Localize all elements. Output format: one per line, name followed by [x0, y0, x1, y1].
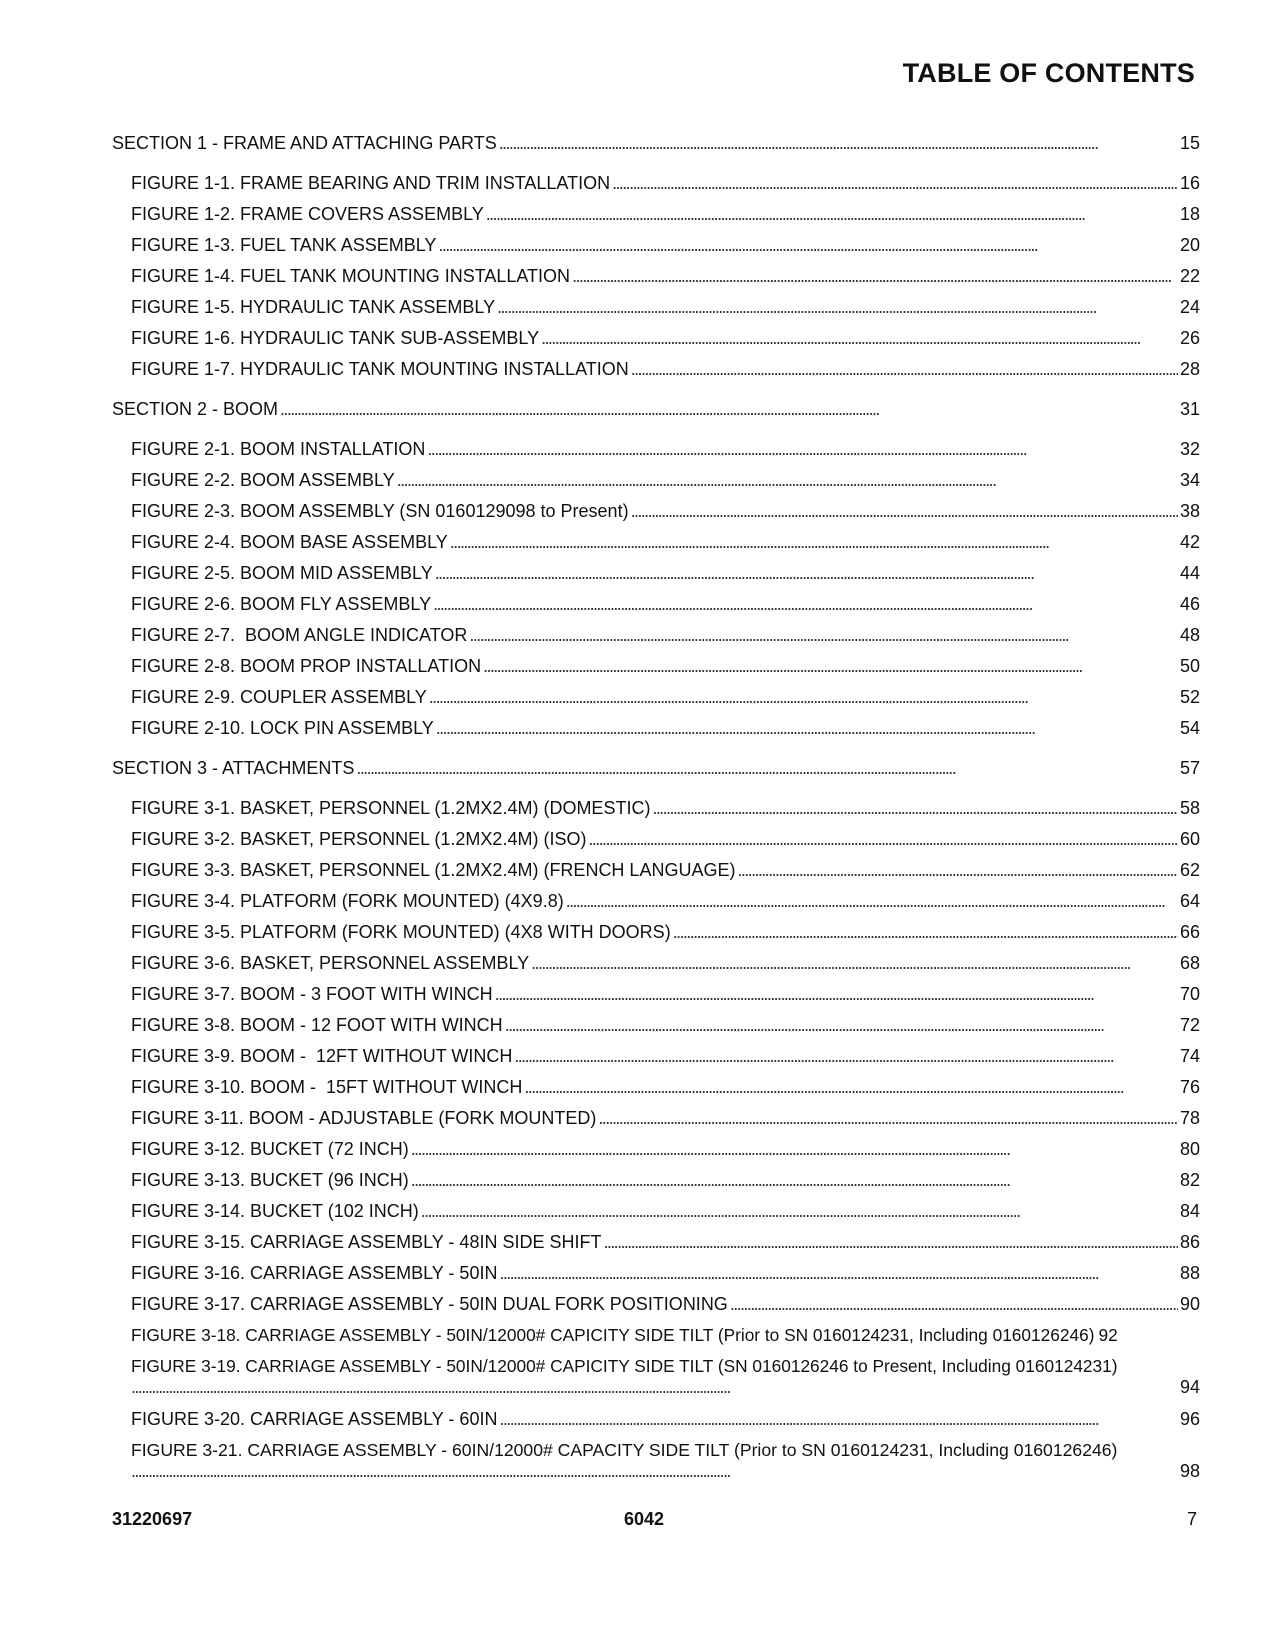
toc-entry-label: FIGURE 3-14. BUCKET (102 INCH)	[131, 1201, 419, 1221]
dot-leader	[514, 1046, 1178, 1067]
toc-entry-page: 46	[1179, 594, 1200, 614]
toc-figure-3-19[interactable]	[112, 1356, 1200, 1399]
dot-leader	[541, 328, 1178, 349]
dot-leader	[429, 687, 1178, 708]
toc-figure-3-7[interactable]	[112, 984, 1200, 1005]
dot-leader	[131, 1377, 1178, 1398]
toc-figure-3-18[interactable]	[112, 1325, 1200, 1346]
dot-leader	[486, 204, 1178, 225]
dot-leader	[588, 829, 1178, 850]
toc-entry-label: FIGURE 3-13. BUCKET (96 INCH)	[131, 1170, 409, 1190]
toc-entry-page: 78	[1179, 1108, 1200, 1128]
toc-figure-1-3[interactable]	[112, 235, 1200, 256]
toc-entry-label: FIGURE 3-5. PLATFORM (FORK MOUNTED) (4X8 WITH DOORS)	[131, 922, 671, 942]
dot-leader	[438, 235, 1178, 256]
dot-leader	[612, 173, 1178, 194]
dot-leader	[730, 1294, 1178, 1315]
toc-entry-label: FIGURE 3-8. BOOM - 12 FOOT WITH WINCH	[131, 1015, 503, 1035]
toc-entry-label: FIGURE 2-1. BOOM INSTALLATION	[131, 439, 426, 459]
toc-entry-page: 68	[1179, 953, 1200, 973]
toc-entry-page: 70	[1179, 984, 1200, 1004]
toc-entry-page: 92	[1098, 1325, 1118, 1345]
toc-entry-label: FIGURE 2-4. BOOM BASE ASSEMBLY	[131, 532, 448, 552]
toc-figure-3-1[interactable]	[112, 798, 1200, 819]
toc-entry-page: 31	[1179, 399, 1200, 419]
toc-entry-leader-line	[131, 1377, 1200, 1398]
dot-leader	[495, 984, 1178, 1005]
toc-entry-label: FIGURE 1-4. FUEL TANK MOUNTING INSTALLATION	[131, 266, 571, 286]
dot-leader	[397, 470, 1178, 491]
toc-entry-label: FIGURE 3-16. CARRIAGE ASSEMBLY - 50IN	[131, 1263, 498, 1283]
dot-leader	[436, 718, 1178, 739]
toc-entry-label: FIGURE 3-17. CARRIAGE ASSEMBLY - 50IN DUAL FORK POSITIONING	[131, 1294, 728, 1314]
toc-entry-page: 80	[1179, 1139, 1200, 1159]
toc-entry-page: 76	[1179, 1077, 1200, 1097]
toc-entry-page: 74	[1179, 1046, 1200, 1066]
dot-leader	[433, 594, 1178, 615]
toc-entry-label: FIGURE 2-2. BOOM ASSEMBLY	[131, 470, 395, 490]
toc-figure-2-5[interactable]	[112, 563, 1200, 584]
toc-entry-page: 60	[1179, 829, 1200, 849]
dot-leader	[603, 1232, 1178, 1253]
toc-figure-2-8[interactable]	[112, 656, 1200, 677]
toc-entry-page: 98	[1179, 1461, 1200, 1481]
toc-figure-3-4[interactable]	[112, 891, 1200, 912]
footer-model: 6042	[624, 1509, 665, 1529]
dot-leader	[631, 359, 1178, 380]
toc-entry-label: FIGURE 3-1. BASKET, PERSONNEL (1.2MX2.4M) (DOMESTIC)	[131, 798, 651, 818]
dot-leader	[469, 625, 1178, 646]
toc-entry-page: 26	[1179, 328, 1200, 348]
toc-figure-3-13[interactable]	[112, 1170, 1200, 1191]
dot-leader	[572, 266, 1178, 287]
dot-leader	[652, 798, 1178, 819]
toc-entry-label: SECTION 1 - FRAME AND ATTACHING PARTS	[112, 133, 497, 153]
toc-entry-label: FIGURE 3-19. CARRIAGE ASSEMBLY - 50IN/12000# CAPICITY SIDE TILT (SN 0160126246 to Present, Including 0160124231)	[131, 1356, 1118, 1376]
toc-entry-page: 15	[1179, 133, 1200, 153]
footer-doc-number: 31220697	[112, 1509, 193, 1529]
toc-figure-2-9[interactable]	[112, 687, 1200, 708]
toc-list	[112, 133, 1200, 1493]
toc-entry-label: FIGURE 2-9. COUPLER ASSEMBLY	[131, 687, 427, 707]
toc-figure-3-14[interactable]	[112, 1201, 1200, 1222]
toc-entry-page: 48	[1179, 625, 1200, 645]
toc-entry-leader-line	[131, 1461, 1200, 1482]
toc-entry-label: FIGURE 2-6. BOOM FLY ASSEMBLY	[131, 594, 432, 614]
footer-page-number: 7	[1186, 1509, 1197, 1529]
dot-leader	[427, 439, 1178, 460]
page-title: TABLE OF CONTENTS	[902, 58, 1195, 88]
toc-entry-label: SECTION 2 - BOOM	[112, 399, 279, 419]
toc-figure-1-4[interactable]	[112, 266, 1200, 287]
toc-entry-label: FIGURE 1-5. HYDRAULIC TANK ASSEMBLY	[131, 297, 496, 317]
toc-section-3[interactable]	[112, 758, 1200, 779]
toc-entry-page: 90	[1179, 1294, 1200, 1314]
dot-leader	[421, 1201, 1178, 1222]
toc-entry-label: FIGURE 3-20. CARRIAGE ASSEMBLY - 60IN	[131, 1409, 498, 1429]
toc-figure-2-4[interactable]	[112, 532, 1200, 553]
toc-entry-page: 38	[1179, 501, 1200, 521]
toc-figure-3-16[interactable]	[112, 1263, 1200, 1284]
toc-entry-label: FIGURE 3-6. BASKET, PERSONNEL ASSEMBLY	[131, 953, 530, 973]
toc-figure-1-1[interactable]	[112, 173, 1200, 194]
toc-entry-page: 34	[1179, 470, 1200, 490]
toc-entry-label: FIGURE 2-7. BOOM ANGLE INDICATOR	[131, 625, 468, 645]
toc-figure-2-6[interactable]	[112, 594, 1200, 615]
dot-leader	[131, 1461, 1178, 1482]
toc-figure-3-10[interactable]	[112, 1077, 1200, 1098]
dot-leader	[566, 891, 1178, 912]
toc-figure-3-12[interactable]	[112, 1139, 1200, 1160]
toc-figure-3-20[interactable]	[112, 1409, 1200, 1430]
toc-figure-3-3[interactable]	[112, 860, 1200, 881]
toc-entry-page: 28	[1179, 359, 1200, 379]
toc-entry-label: SECTION 3 - ATTACHMENTS	[112, 758, 355, 778]
dot-leader	[631, 501, 1178, 522]
toc-entry-page: 42	[1179, 532, 1200, 552]
toc-entry-page: 64	[1179, 891, 1200, 911]
toc-entry-label: FIGURE 3-18. CARRIAGE ASSEMBLY - 50IN/12000# CAPICITY SIDE TILT (Prior to SN 0160124231, Including 0160126246)	[131, 1325, 1095, 1345]
toc-figure-1-2[interactable]	[112, 204, 1200, 225]
toc-figure-3-8[interactable]	[112, 1015, 1200, 1036]
toc-entry-page: 32	[1179, 439, 1200, 459]
toc-entry-label: FIGURE 3-4. PLATFORM (FORK MOUNTED) (4X9.8)	[131, 891, 564, 911]
toc-figure-3-15[interactable]	[112, 1232, 1200, 1253]
toc-entry-page: 88	[1179, 1263, 1200, 1283]
toc-figure-3-2[interactable]	[112, 829, 1200, 850]
toc-figure-1-7[interactable]	[112, 359, 1200, 380]
toc-figure-3-21[interactable]	[112, 1440, 1200, 1483]
toc-figure-2-3[interactable]	[112, 501, 1200, 522]
toc-figure-2-10[interactable]	[112, 718, 1200, 739]
dot-leader	[411, 1139, 1178, 1160]
toc-entry-label: FIGURE 3-15. CARRIAGE ASSEMBLY - 48IN SIDE SHIFT	[131, 1232, 602, 1252]
toc-entry-label: FIGURE 3-9. BOOM - 12FT WITHOUT WINCH	[131, 1046, 513, 1066]
toc-entry-label: FIGURE 1-2. FRAME COVERS ASSEMBLY	[131, 204, 484, 224]
dot-leader	[499, 1409, 1178, 1430]
toc-entry-label: FIGURE 2-5. BOOM MID ASSEMBLY	[131, 563, 433, 583]
toc-entry-label: FIGURE 2-3. BOOM ASSEMBLY (SN 0160129098 to Present)	[131, 501, 629, 521]
toc-figure-3-11[interactable]	[112, 1108, 1200, 1129]
dot-leader	[356, 758, 1178, 779]
toc-entry-label: FIGURE 1-7. HYDRAULIC TANK MOUNTING INSTALLATION	[131, 359, 629, 379]
toc-entry-label: FIGURE 1-1. FRAME BEARING AND TRIM INSTALLATION	[131, 173, 611, 193]
toc-entry-label: FIGURE 1-3. FUEL TANK ASSEMBLY	[131, 235, 437, 255]
toc-entry-label: FIGURE 2-8. BOOM PROP INSTALLATION	[131, 656, 482, 676]
dot-leader	[531, 953, 1178, 974]
toc-entry-page: 72	[1179, 1015, 1200, 1035]
toc-figure-1-6[interactable]	[112, 328, 1200, 349]
dot-leader	[435, 563, 1178, 584]
dot-leader	[524, 1077, 1178, 1098]
toc-entry-label: FIGURE 3-10. BOOM - 15FT WITHOUT WINCH	[131, 1077, 523, 1097]
dot-leader	[483, 656, 1178, 677]
toc-entry-label: FIGURE 3-7. BOOM - 3 FOOT WITH WINCH	[131, 984, 493, 1004]
toc-entry-label: FIGURE 2-10. LOCK PIN ASSEMBLY	[131, 718, 434, 738]
toc-entry-label: FIGURE 3-11. BOOM - ADJUSTABLE (FORK MOUNTED)	[131, 1108, 597, 1128]
dot-leader	[737, 860, 1178, 881]
toc-entry-page: 82	[1179, 1170, 1200, 1190]
toc-entry-page: 66	[1179, 922, 1200, 942]
toc-entry-label: FIGURE 3-21. CARRIAGE ASSEMBLY - 60IN/12000# CAPACITY SIDE TILT (Prior to SN 0160124231, Including 0160126246)	[131, 1440, 1118, 1460]
toc-entry-page: 58	[1179, 798, 1200, 818]
toc-entry-page: 54	[1179, 718, 1200, 738]
toc-entry-page: 57	[1179, 758, 1200, 778]
dot-leader	[499, 133, 1178, 154]
toc-figure-2-7[interactable]	[112, 625, 1200, 646]
toc-entry-page: 20	[1179, 235, 1200, 255]
toc-figure-3-17[interactable]	[112, 1294, 1200, 1315]
dot-leader	[450, 532, 1178, 553]
toc-figure-1-5[interactable]	[112, 297, 1200, 318]
toc-entry-page: 16	[1179, 173, 1200, 193]
toc-entry-page: 94	[1179, 1377, 1200, 1397]
dot-leader	[497, 297, 1178, 318]
toc-figure-2-1[interactable]	[112, 439, 1200, 460]
toc-entry-label: FIGURE 1-6. HYDRAULIC TANK SUB-ASSEMBLY	[131, 328, 540, 348]
toc-figure-3-6[interactable]	[112, 953, 1200, 974]
toc-entry-label: FIGURE 3-3. BASKET, PERSONNEL (1.2MX2.4M) (FRENCH LANGUAGE)	[131, 860, 736, 880]
toc-figure-2-2[interactable]	[112, 470, 1200, 491]
dot-leader	[598, 1108, 1178, 1129]
toc-entry-page: 96	[1179, 1409, 1200, 1429]
toc-figure-3-9[interactable]	[112, 1046, 1200, 1067]
toc-entry-page: 24	[1179, 297, 1200, 317]
toc-entry-page: 84	[1179, 1201, 1200, 1221]
toc-section-2[interactable]	[112, 399, 1200, 420]
dot-leader	[280, 399, 1178, 420]
toc-section-1[interactable]	[112, 133, 1200, 154]
toc-entry-page: 44	[1179, 563, 1200, 583]
toc-entry-page: 22	[1179, 266, 1200, 286]
toc-figure-3-5[interactable]	[112, 922, 1200, 943]
toc-entry-page: 86	[1179, 1232, 1200, 1252]
dot-leader	[411, 1170, 1178, 1191]
toc-entry-label: FIGURE 3-2. BASKET, PERSONNEL (1.2MX2.4M) (ISO)	[131, 829, 587, 849]
dot-leader	[673, 922, 1178, 943]
dot-leader	[505, 1015, 1178, 1036]
toc-entry-page: 18	[1179, 204, 1200, 224]
dot-leader	[499, 1263, 1178, 1284]
toc-entry-page: 50	[1179, 656, 1200, 676]
toc-entry-page: 52	[1179, 687, 1200, 707]
toc-entry-page: 62	[1179, 860, 1200, 880]
toc-entry-label: FIGURE 3-12. BUCKET (72 INCH)	[131, 1139, 409, 1159]
